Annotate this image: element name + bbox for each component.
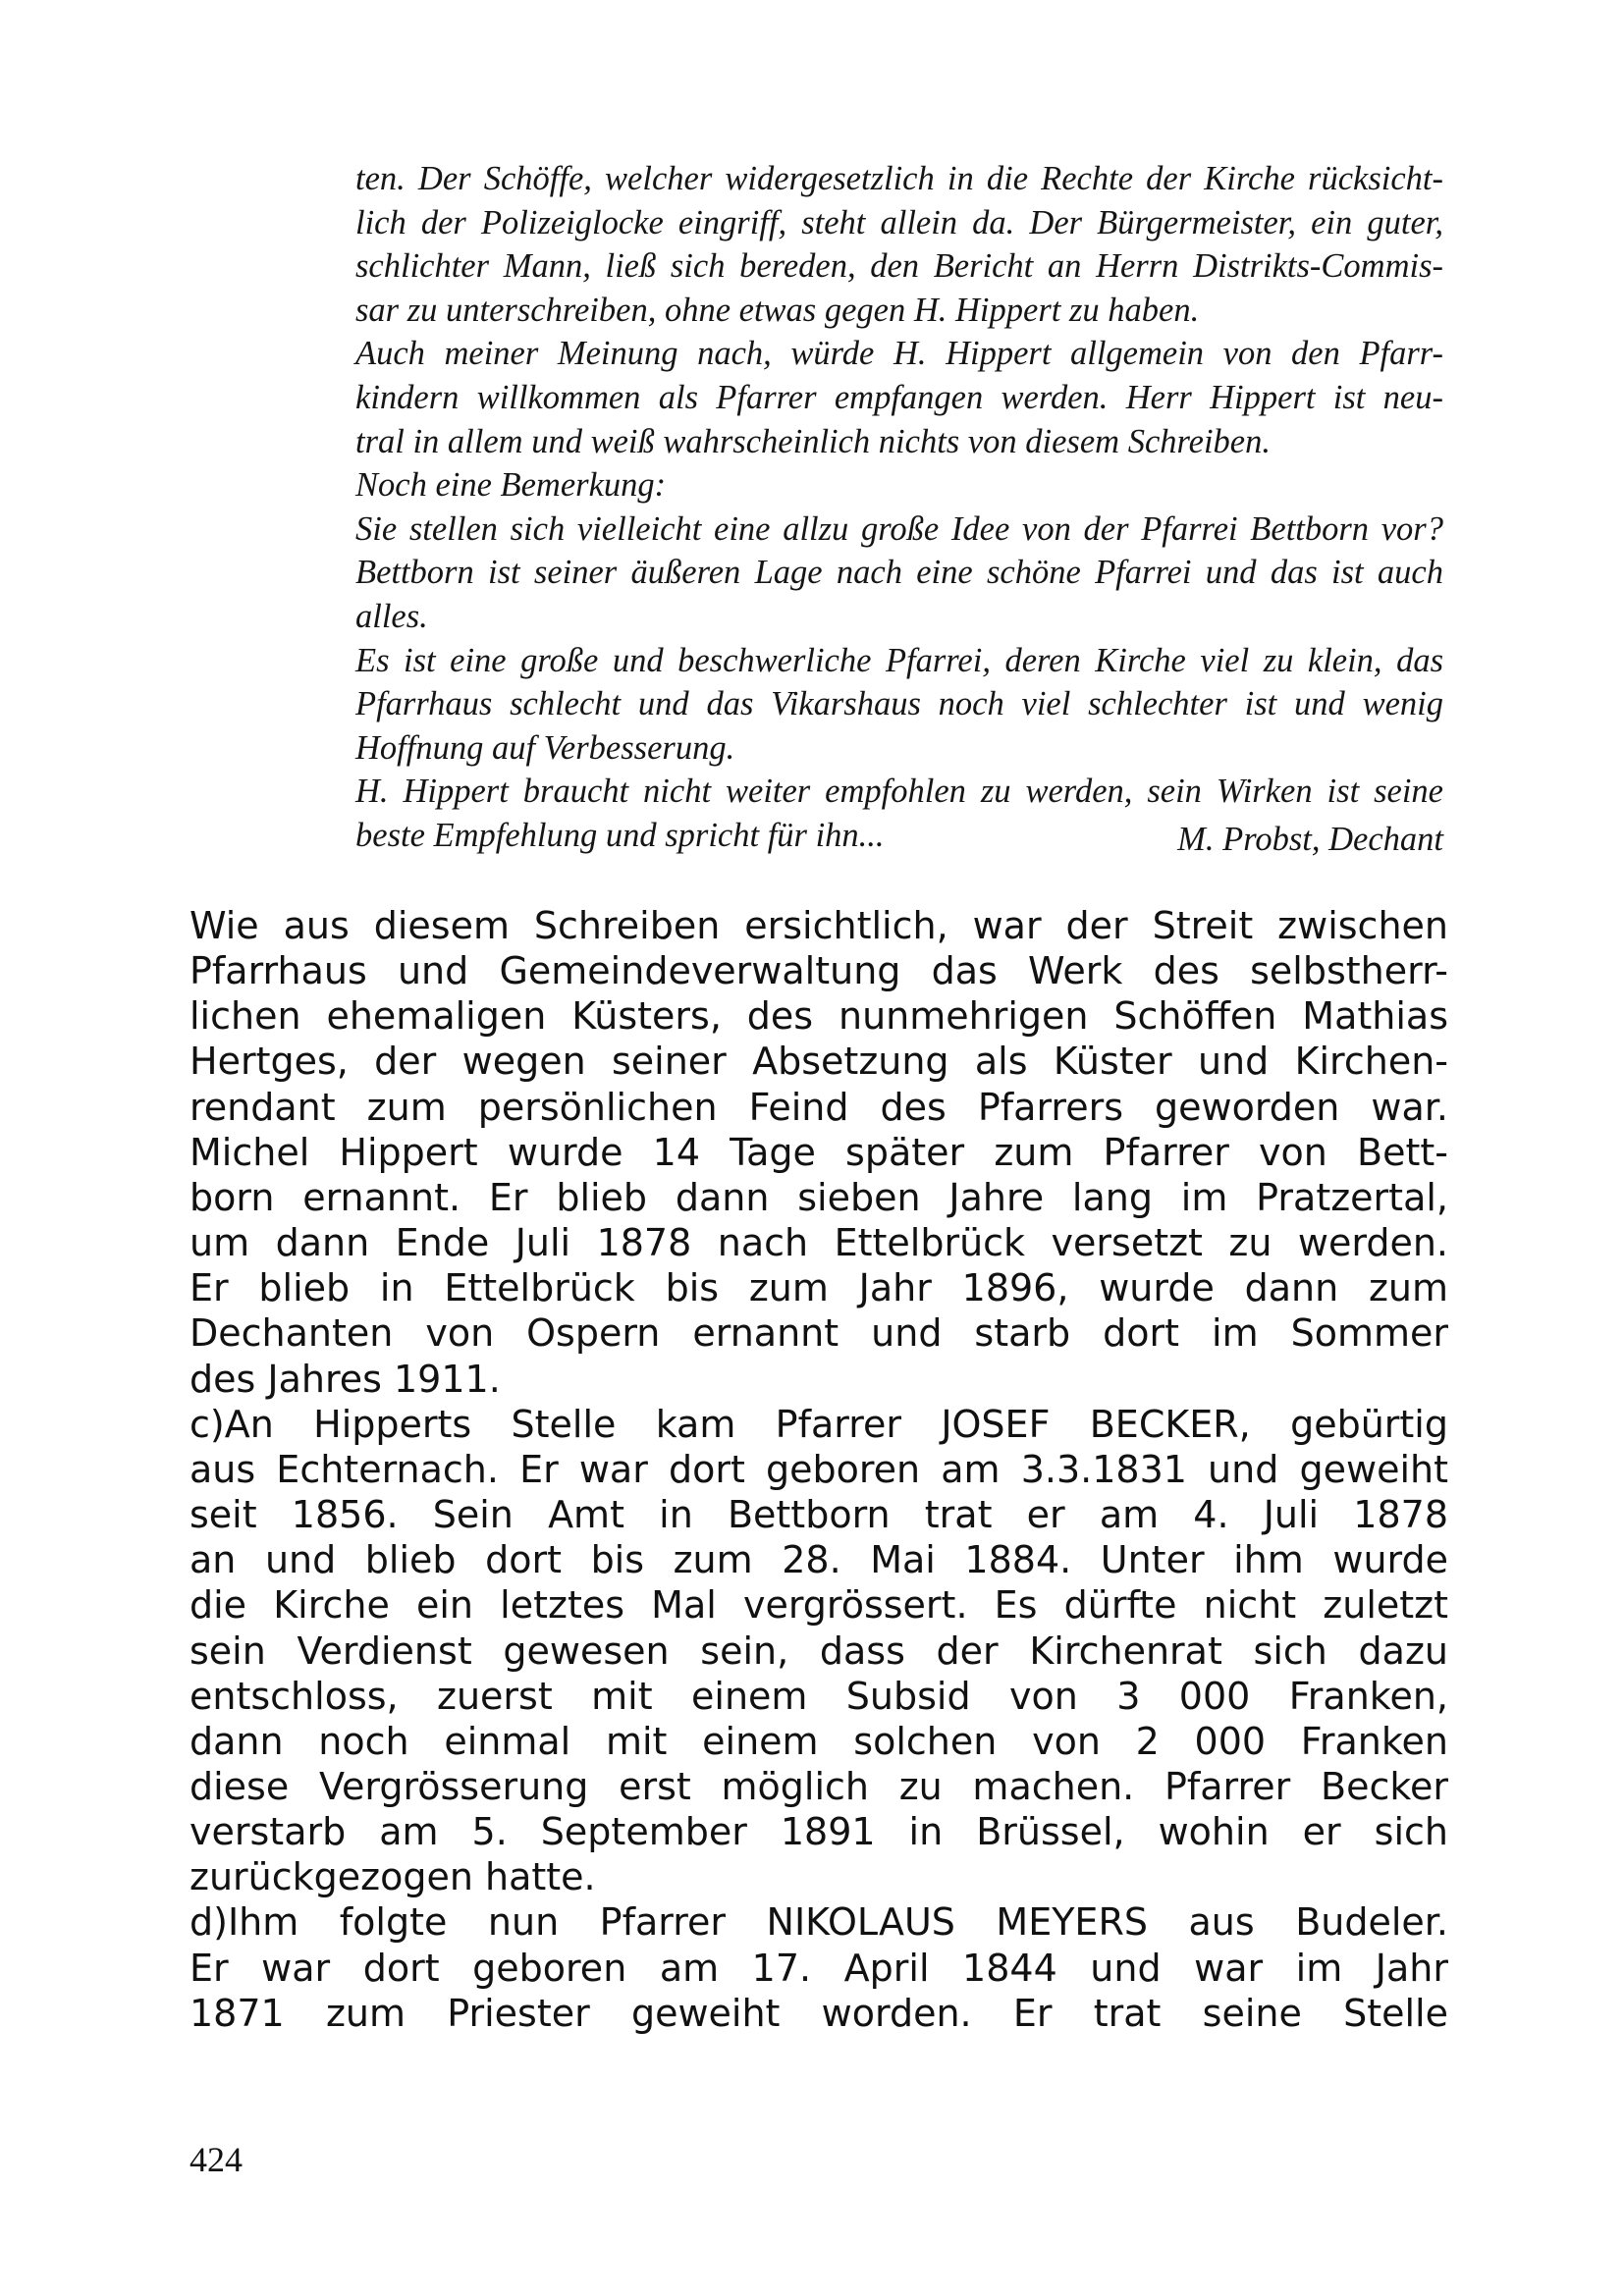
quote-line: schlichter Mann, ließ sich bereden, den Bericht an Herrn Distrikts-Commis- [355,247,1443,286]
quote-line: alles. [355,597,428,635]
quote-line: beste Empfehlung und spricht für ihn... [355,816,885,854]
body-line: an und blieb dort bis zum 28. Mai 1884. Unter ihm wurde [189,1538,1448,1582]
quote-line: Pfarrhaus schlecht und das Vikarshaus noch viel schlechter ist und wenig [355,685,1443,723]
quote-line: Auch meiner Meinung nach, würde H. Hippert allgemein von den Pfarr- [355,335,1443,373]
body-line: Er blieb in Ettelbrück bis zum Jahr 1896, wurde dann zum [189,1266,1448,1310]
quote-line: Es ist eine große und beschwerliche Pfarrei, deren Kirche viel zu klein, das [355,641,1443,679]
quote-line: kindern willkommen als Pfarrer empfangen werden. Herr Hippert ist neu- [355,378,1443,416]
body-line: Michel Hippert wurde 14 Tage später zum Pfarrer von Bett- [189,1130,1448,1174]
letter-signature: M. Probst, Dechant [1177,821,1443,858]
quote-line: Hoffnung auf Verbesserung. [355,728,735,767]
quote-line: sar zu unterschreiben, ohne etwas gegen H. Hippert zu haben. [355,291,1200,329]
body-line: diese Vergrösserung erst möglich zu machen. Pfarrer Becker [189,1764,1448,1808]
body-line: 1871 zum Priester geweiht worden. Er trat seine Stelle [189,1991,1448,2035]
body-line: Pfarrhaus und Gemeindeverwaltung das Werk des selbstherr- [189,949,1448,993]
body-text [189,903,1448,2036]
body-line: Wie aus diesem Schreiben ersichtlich, war der Streit zwischen [189,904,1448,947]
quoted-letter [355,157,1443,858]
body-line: d)Ihm folgte nun Pfarrer NIKOLAUS MEYERS aus Budeler. [189,1900,1448,1945]
quote-line: H. Hippert braucht nicht weiter empfohlen zu werden, sein Wirken ist seine [355,773,1443,811]
body-line: die Kirche ein letztes Mal vergrössert. Es dürfte nicht zuletzt [189,1583,1448,1628]
quote-line: Sie stellen sich vielleicht eine allzu große Idee von der Pfarrei Bettborn vor? [355,509,1443,548]
body-line: Hertges, der wegen seiner Absetzung als Küster und Kirchen- [189,1040,1448,1084]
body-line: des Jahres 1911. [189,1357,501,1401]
body-line: dann noch einmal mit einem solchen von 2 000 Franken [189,1719,1448,1763]
body-line: um dann Ende Juli 1878 nach Ettelbrück versetzt zu werden. [189,1221,1448,1265]
body-line: lichen ehemaligen Küsters, des nunmehrigen Schöffen Mathias [189,994,1448,1039]
quote-line: Noch eine Bemerkung: [355,466,667,505]
body-line: sein Verdienst gewesen sein, dass der Kirchenrat sich dazu [189,1629,1448,1673]
body-line: rendant zum persönlichen Feind des Pfarrers geworden war. [189,1085,1448,1129]
quote-line: ten. Der Schöffe, welcher widergesetzlich in die Rechte der Kirche rücksicht- [355,160,1443,197]
body-line: Er war dort geboren am 17. April 1844 und war im Jahr [189,1946,1448,1990]
body-line: seit 1856. Sein Amt in Bettborn trat er am 4. Juli 1878 [189,1493,1448,1537]
quote-line: tral in allem und weiß wahrscheinlich nichts von diesem Schreiben. [355,422,1271,460]
page-number: 424 [189,2140,243,2179]
body-line: verstarb am 5. September 1891 in Brüssel, wohin er sich [189,1810,1448,1854]
body-line: c)An Hipperts Stelle kam Pfarrer JOSEF BECKER, gebürtig [189,1402,1448,1446]
body-line: aus Echternach. Er war dort geboren am 3.3.1831 und geweiht [189,1447,1448,1491]
body-line: Dechanten von Ospern ernannt und starb dort im Sommer [189,1311,1448,1356]
quote-line: Bettborn ist seiner äußeren Lage nach eine schöne Pfarrei und das ist auch [355,554,1443,592]
body-line: zurückgezogen hatte. [189,1855,596,1899]
quote-line: lich der Polizeiglocke eingriff, steht allein da. Der Bürgermeister, ein guter, [355,203,1443,241]
body-line: born ernannt. Er blieb dann sieben Jahre lang im Pratzertal, [189,1175,1448,1219]
body-line: entschloss, zuerst mit einem Subsid von 3 000 Franken, [189,1674,1448,1718]
